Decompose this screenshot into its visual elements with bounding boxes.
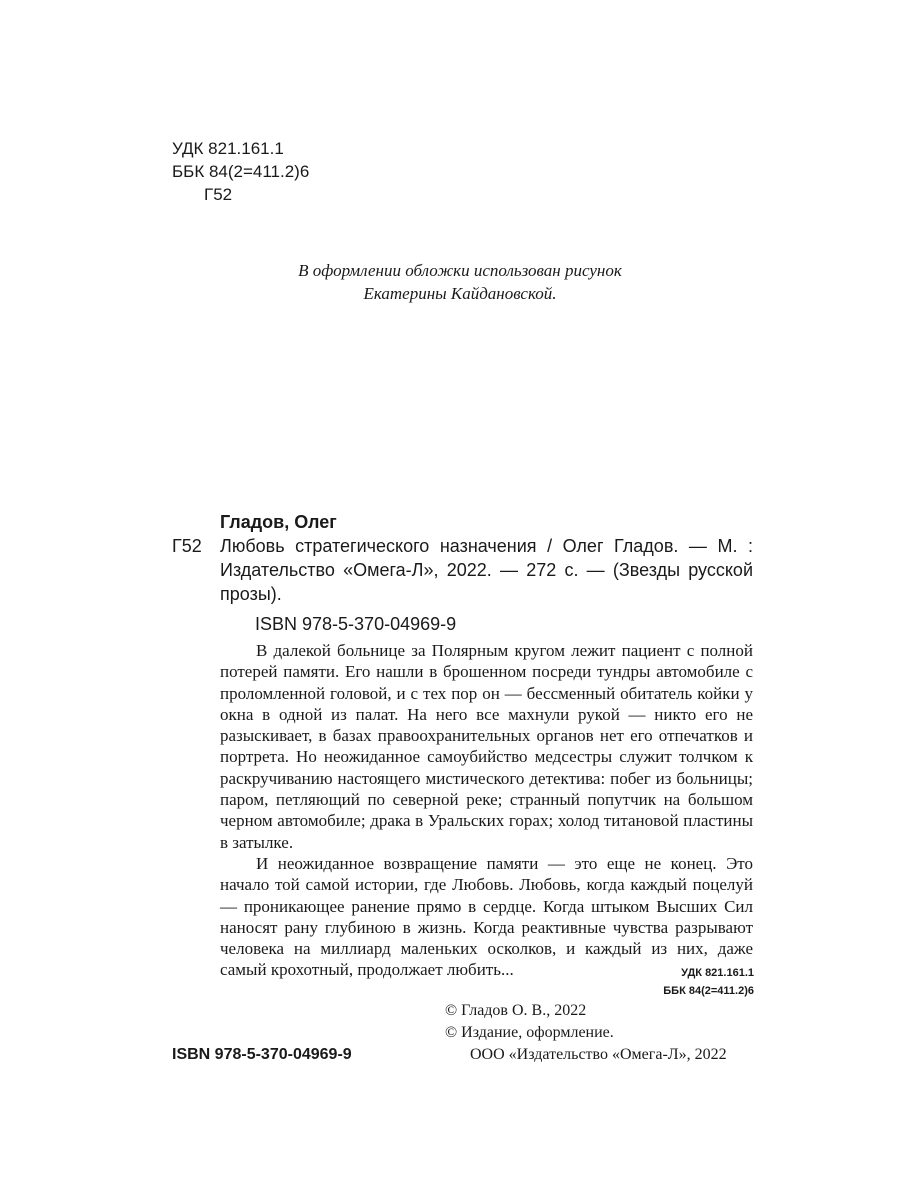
- bbk-code: ББК 84(2=411.2)6: [172, 162, 310, 181]
- copyright-edition: © Издание, оформление.: [445, 1024, 614, 1041]
- udk-code: УДК 821.161.1: [172, 139, 284, 158]
- catalog-code: Г52: [172, 536, 202, 556]
- annotation-paragraph-2: И неожиданное возвращение памяти — это еще не конец. Это начало той самой истории, где Любовь. Любовь, когда каждый поцелуй — проникающее ранение прямо в сердце. Когда штыком Высших Сил наносят рану глубиною в жизнь. Когда реактивные чувства разрывают человека на миллиард маленьких осколков, и каждый из них, даже самый крохотный, продолжает любить...: [220, 853, 753, 980]
- copyright-author: © Гладов О. В., 2022: [445, 1002, 587, 1019]
- catalog-description: Любовь стратегического назначения / Олег Гладов. — М. : Издательство «Омега-Л», 2022. — 272 с. — (Звезды русской прозы).: [220, 536, 753, 604]
- catalog-isbn: ISBN 978-5-370-04969-9: [255, 614, 457, 634]
- annotation-bbk-code: ББК 84(2=411.2)6: [663, 985, 754, 997]
- annotation-paragraph-1: В далекой больнице за Полярным кругом лежит пациент с полной потерей памяти. Его нашли в брошенном посреди тундры автомобиле с проломленной головой, и с тех пор он — бессменный обитатель койки у окна в одной из палат. На него все махнули рукой — никто его не разыскивает, в базах правоохранительных органов нет его отпечатков и портрета. Но неожиданное самоубийство медсестры служит толчком к раскручиванию настоящего мистического детектива: побег из больницы; паром, петляющий по северной реке; странный попутчик на большом черном автомобиле; драка в Уральских горах; холод титановой пластины в затылке.: [220, 641, 753, 852]
- cover-credit-line-1: В оформлении обложки использован рисунок: [298, 261, 622, 280]
- catalog-author: Гладов, Олег: [220, 512, 337, 532]
- copyright-publisher: ООО «Издательство «Омега-Л», 2022: [470, 1046, 727, 1063]
- author-mark: Г52: [204, 185, 233, 204]
- isbn-bottom: ISBN 978-5-370-04969-9: [172, 1046, 352, 1063]
- cover-credit-line-2: Екатерины Кайдановской.: [363, 284, 557, 303]
- annotation-udk-code: УДК 821.161.1: [681, 967, 754, 979]
- annotation: [220, 640, 753, 981]
